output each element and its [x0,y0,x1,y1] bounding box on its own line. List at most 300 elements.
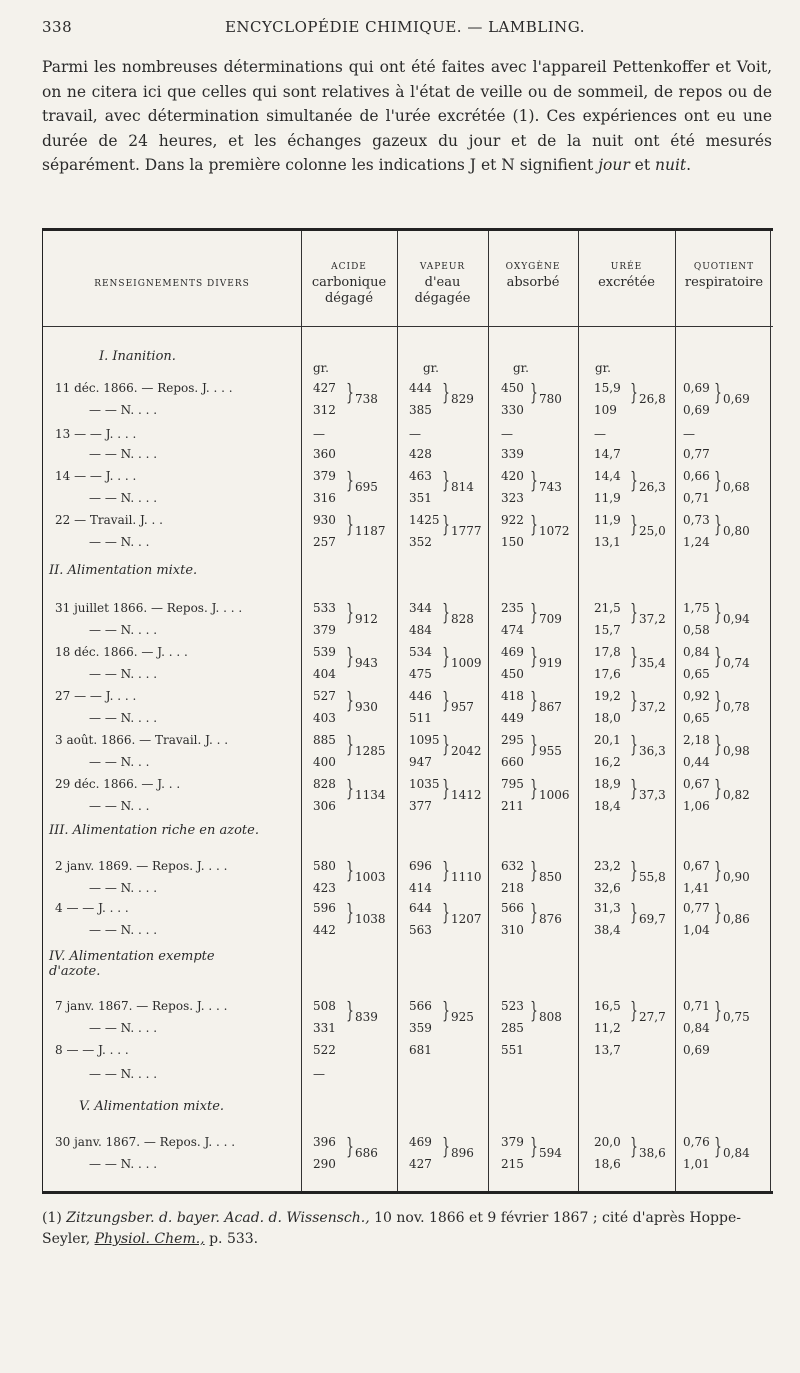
sum-o2: 709 [539,612,562,626]
sum-o2: 919 [539,656,562,670]
sum-uree: 55,8 [639,870,666,884]
cell-q: 0,71 [683,999,710,1013]
cell-co2: 290 [313,1157,336,1171]
cell-h2o: 947 [409,755,432,769]
cell-co2: 379 [313,623,336,637]
row-label: 11 déc. 1866. — Repos. J. . . . [55,381,233,395]
cell-h2o: 427 [409,1157,432,1171]
footnote-text: 10 nov. 1866 et 9 février 1867 ; cité d'après Hoppe-Seyler, [42,1210,741,1247]
brace-mark: } [442,689,450,714]
cell-h2o: 1095 [409,733,440,747]
sum-uree: 69,7 [639,912,666,926]
sum-uree: 37,3 [639,788,666,802]
cell-uree: 18,0 [594,711,621,725]
brace-mark: } [442,901,450,926]
cell-uree: 17,6 [594,667,621,681]
brace-mark: } [346,381,354,406]
cell-o2: 660 [501,755,524,769]
brace-mark: } [630,469,638,494]
cell-co2: 427 [313,381,336,395]
brace-mark: } [630,601,638,626]
unit-label: gr. [313,361,329,375]
page-number: 338 [42,18,73,36]
brace-mark: } [346,733,354,758]
cell-co2: 396 [313,1135,336,1149]
sum-co2: 1134 [355,788,386,802]
cell-o2: 323 [501,491,524,505]
cell-h2o: 385 [409,403,432,417]
cell-q: 1,01 [683,1157,710,1171]
row-label: — — N. . . . [89,447,158,461]
sum-q: 0,74 [723,656,750,670]
sum-q: 0,94 [723,612,750,626]
cell-q: 0,84 [683,645,710,659]
brace-mark: } [530,381,538,406]
cell-uree: 23,2 [594,859,621,873]
cell-uree: 11,9 [594,491,621,505]
brace-mark: } [714,645,722,670]
sum-h2o: 2042 [451,744,482,758]
brace-mark: } [530,513,538,538]
brace-mark: } [714,689,722,714]
brace-mark: } [346,777,354,802]
brace-mark: } [714,469,722,494]
sum-h2o: 1110 [451,870,482,884]
cell-co2: 257 [313,535,336,549]
sum-uree: 26,8 [639,392,666,406]
cell-uree: 18,4 [594,799,621,813]
cell-q: 1,75 [683,601,710,615]
cell-q: 2,18 [683,733,710,747]
cell-uree: 14,7 [594,447,621,461]
sum-co2: 1285 [355,744,386,758]
brace-mark: } [714,1135,722,1160]
row-label: 13 — — J. . . . [55,427,137,441]
unit-label: gr. [595,361,611,375]
brace-mark: } [530,601,538,626]
brace-mark: } [346,469,354,494]
brace-mark: } [442,733,450,758]
row-label: 27 — — J. . . . [55,689,137,703]
cell-o2: 310 [501,923,524,937]
cell-co2: 379 [313,469,336,483]
row-label: — — N. . . . [89,1021,158,1035]
sum-co2: 839 [355,1010,378,1024]
row-label: — — N. . . [89,799,150,813]
cell-co2: 306 [313,799,336,813]
cell-uree: 16,2 [594,755,621,769]
cell-o2: 330 [501,403,524,417]
header-vapeur: VAPEUR d'eau dégagée [414,262,471,306]
brace-mark: } [630,901,638,926]
sum-co2: 1038 [355,912,386,926]
brace-mark: } [442,513,450,538]
cell-h2o: 644 [409,901,432,915]
row-label: 3 août. 1866. — Travail. J. . . [55,733,229,747]
brace-mark: } [714,601,722,626]
brace-mark: } [346,1135,354,1160]
row-label: — — N. . . . [89,491,158,505]
footnote [42,1208,772,1250]
intro-end: . [686,156,692,174]
brace-mark: } [630,645,638,670]
intro-jour: jour [598,156,630,174]
cell-uree: — [594,427,606,441]
cell-q: 0,92 [683,689,710,703]
cell-uree: 15,9 [594,381,621,395]
sum-co2: 912 [355,612,378,626]
row-label: — — N. . . . [89,623,158,637]
cell-o2: 566 [501,901,524,915]
brace-mark: } [346,859,354,884]
sum-h2o: 1207 [451,912,482,926]
cell-h2o: 1035 [409,777,440,791]
cell-h2o: 469 [409,1135,432,1149]
cell-o2: 474 [501,623,524,637]
brace-mark: } [346,689,354,714]
col-divider [488,231,489,1191]
unit-label: gr. [513,361,529,375]
brace-mark: } [442,1135,450,1160]
row-label: — — N. . . . [89,711,158,725]
cell-q: 1,24 [683,535,710,549]
footnote-ref2: Physiol. Chem., [94,1231,205,1247]
cell-o2: 218 [501,881,524,895]
sum-q: 0,84 [723,1146,750,1160]
sum-h2o: 1009 [451,656,482,670]
brace-mark: } [442,777,450,802]
col-divider [301,231,302,1191]
cell-q: 1,06 [683,799,710,813]
col-divider [675,231,676,1191]
brace-mark: } [346,999,354,1024]
cell-uree: 38,4 [594,923,621,937]
cell-o2: 523 [501,999,524,1013]
cell-uree: 17,8 [594,645,621,659]
brace-mark: } [442,381,450,406]
brace-mark: } [530,859,538,884]
sum-h2o: 1412 [451,788,482,802]
cell-h2o: 463 [409,469,432,483]
row-label: 29 déc. 1866. — J. . . [55,777,181,791]
sum-co2: 738 [355,392,378,406]
cell-q: 1,41 [683,881,710,895]
sum-uree: 36,3 [639,744,666,758]
cell-co2: — [313,1067,325,1081]
brace-mark: } [530,901,538,926]
cell-o2: 922 [501,513,524,527]
cell-co2: 312 [313,403,336,417]
cell-co2: 527 [313,689,336,703]
cell-co2: 539 [313,645,336,659]
cell-co2: — [313,427,325,441]
section-title: III. Alimentation riche en azote. [49,823,259,838]
sum-o2: 876 [539,912,562,926]
footnote-page: p. 533. [204,1231,259,1247]
brace-mark: } [630,689,638,714]
sum-h2o: 896 [451,1146,474,1160]
cell-q: 0,71 [683,491,710,505]
header-renseignements: RENSEIGNEMENTS DIVERS [94,279,250,289]
row-label: 30 janv. 1867. — Repos. J. . . . [55,1135,236,1149]
unit-label: gr. [423,361,439,375]
cell-h2o: 681 [409,1043,432,1057]
sum-q: 0,69 [723,392,750,406]
cell-co2: 360 [313,447,336,461]
cell-h2o: 344 [409,601,432,615]
footnote-ref: Zitzungsber. d. bayer. Acad. d. Wissensch., [66,1210,370,1226]
row-label: — — N. . . . [89,923,158,937]
cell-o2: 450 [501,381,524,395]
cell-o2: 285 [501,1021,524,1035]
cell-q: 0,69 [683,381,710,395]
brace-mark: } [442,999,450,1024]
cell-uree: 11,9 [594,513,621,527]
cell-q: 0,67 [683,777,710,791]
cell-q: 0,65 [683,711,710,725]
sum-o2: 743 [539,480,562,494]
sum-co2: 686 [355,1146,378,1160]
brace-mark: } [714,859,722,884]
cell-q: 0,65 [683,667,710,681]
sum-uree: 38,6 [639,1146,666,1160]
cell-h2o: 484 [409,623,432,637]
brace-mark: } [530,469,538,494]
cell-h2o: 351 [409,491,432,505]
row-label: 18 déc. 1866. — J. . . . [55,645,188,659]
header-quotient: QUOTIENT respiratoire [684,262,764,290]
sum-uree: 26,3 [639,480,666,494]
cell-uree: 31,3 [594,901,621,915]
cell-co2: 403 [313,711,336,725]
sum-o2: 867 [539,700,562,714]
row-label: — — N. . . . [89,1067,158,1081]
sum-co2: 695 [355,480,378,494]
cell-uree: 18,6 [594,1157,621,1171]
cell-q: 0,76 [683,1135,710,1149]
cell-co2: 533 [313,601,336,615]
cell-h2o: 475 [409,667,432,681]
cell-h2o: 566 [409,999,432,1013]
row-label: 22 — Travail. J. . . [55,513,163,527]
brace-mark: } [530,777,538,802]
intro-nuit: nuit [655,156,687,174]
cell-q: 0,44 [683,755,710,769]
cell-h2o: 377 [409,799,432,813]
cell-uree: 32,6 [594,881,621,895]
brace-mark: } [530,733,538,758]
sum-q: 0,82 [723,788,750,802]
cell-co2: 423 [313,881,336,895]
brace-mark: } [714,733,722,758]
row-label: 31 juillet 1866. — Repos. J. . . . [55,601,243,615]
data-table [42,228,773,1194]
brace-mark: } [442,645,450,670]
cell-o2: 295 [501,733,524,747]
cell-o2: 632 [501,859,524,873]
cell-q: 0,69 [683,403,710,417]
sum-q: 0,68 [723,480,750,494]
cell-o2: 150 [501,535,524,549]
cell-h2o: 1425 [409,513,440,527]
cell-o2: 450 [501,667,524,681]
brace-mark: } [530,689,538,714]
cell-q: 0,73 [683,513,710,527]
row-label: — — N. . . . [89,881,158,895]
section-title: IV. Alimentation exempte d'azote. [49,949,215,979]
cell-q: 0,66 [683,469,710,483]
cell-h2o: 696 [409,859,432,873]
cell-h2o: 534 [409,645,432,659]
cell-uree: 109 [594,403,617,417]
brace-mark: } [530,645,538,670]
sum-co2: 943 [355,656,378,670]
cell-co2: 400 [313,755,336,769]
brace-mark: } [714,777,722,802]
header-divider [43,326,773,327]
brace-mark: } [714,513,722,538]
cell-co2: 828 [313,777,336,791]
brace-mark: } [530,999,538,1024]
sum-uree: 35,4 [639,656,666,670]
row-label: 8 — — J. . . . [55,1043,129,1057]
brace-mark: } [346,901,354,926]
brace-mark: } [630,513,638,538]
sum-o2: 594 [539,1146,562,1160]
cell-co2: 508 [313,999,336,1013]
brace-mark: } [346,601,354,626]
cell-o2: 420 [501,469,524,483]
intro-paragraph [42,55,772,178]
section-title: I. Inanition. [99,349,176,364]
row-label: — — N. . . . [89,1157,158,1171]
cell-o2: 211 [501,799,524,813]
section-title: II. Alimentation mixte. [49,563,198,578]
row-label: — — N. . . . [89,667,158,681]
brace-mark: } [714,381,722,406]
cell-uree: 21,5 [594,601,621,615]
cell-co2: 885 [313,733,336,747]
cell-co2: 596 [313,901,336,915]
cell-uree: 20,1 [594,733,621,747]
cell-h2o: 511 [409,711,432,725]
cell-co2: 442 [313,923,336,937]
cell-o2: 379 [501,1135,524,1149]
sum-q: 0,75 [723,1010,750,1024]
header-oxygene: OXYGÈNE absorbé [505,262,561,290]
cell-q: 0,58 [683,623,710,637]
cell-uree: 15,7 [594,623,621,637]
sum-q: 0,86 [723,912,750,926]
sum-o2: 808 [539,1010,562,1024]
cell-h2o: 446 [409,689,432,703]
section-title: V. Alimentation mixte. [79,1099,225,1114]
cell-uree: 19,2 [594,689,621,703]
sum-uree: 37,2 [639,700,666,714]
sum-uree: 37,2 [639,612,666,626]
cell-uree: 16,5 [594,999,621,1013]
cell-q: — [683,427,695,441]
cell-q: 0,77 [683,901,710,915]
brace-mark: } [630,1135,638,1160]
sum-o2: 955 [539,744,562,758]
sum-h2o: 828 [451,612,474,626]
cell-uree: 14,4 [594,469,621,483]
sum-o2: 850 [539,870,562,884]
brace-mark: } [630,381,638,406]
brace-mark: } [630,733,638,758]
sum-q: 0,80 [723,524,750,538]
sum-uree: 25,0 [639,524,666,538]
cell-co2: 580 [313,859,336,873]
cell-uree: 20,0 [594,1135,621,1149]
cell-co2: 522 [313,1043,336,1057]
sum-h2o: 925 [451,1010,474,1024]
col-divider [578,231,579,1191]
brace-mark: } [630,859,638,884]
cell-o2: 418 [501,689,524,703]
header-acide: ACIDE carbonique dégagé [311,262,387,306]
col-divider [770,231,771,1191]
sum-uree: 27,7 [639,1010,666,1024]
brace-mark: } [714,999,722,1024]
row-label: 7 janv. 1867. — Repos. J. . . . [55,999,228,1013]
row-label: — — N. . . [89,755,150,769]
cell-co2: 331 [313,1021,336,1035]
sum-o2: 1072 [539,524,570,538]
cell-uree: 18,9 [594,777,621,791]
sum-co2: 930 [355,700,378,714]
brace-mark: } [346,513,354,538]
cell-h2o: 563 [409,923,432,937]
cell-h2o: 359 [409,1021,432,1035]
brace-mark: } [346,645,354,670]
sum-co2: 1187 [355,524,386,538]
cell-q: 1,04 [683,923,710,937]
intro-et: et [629,156,655,174]
cell-o2: 339 [501,447,524,461]
brace-mark: } [442,601,450,626]
header-uree: URÉE excrétée [598,262,655,290]
cell-h2o: 414 [409,881,432,895]
cell-h2o: 352 [409,535,432,549]
footnote-mark: (1) [42,1210,67,1226]
cell-co2: 316 [313,491,336,505]
cell-o2: 469 [501,645,524,659]
sum-q: 0,90 [723,870,750,884]
cell-co2: 404 [313,667,336,681]
sum-h2o: 814 [451,480,474,494]
sum-h2o: 829 [451,392,474,406]
cell-o2: 551 [501,1043,524,1057]
cell-uree: 11,2 [594,1021,621,1035]
cell-h2o: 444 [409,381,432,395]
sum-o2: 780 [539,392,562,406]
cell-co2: 930 [313,513,336,527]
cell-uree: 13,1 [594,535,621,549]
row-label: 4 — — J. . . . [55,901,129,915]
cell-o2: — [501,427,513,441]
cell-o2: 795 [501,777,524,791]
row-label: — — N. . . . [89,403,158,417]
col-divider [397,231,398,1191]
sum-h2o: 1777 [451,524,482,538]
cell-o2: 449 [501,711,524,725]
brace-mark: } [442,859,450,884]
row-label: — — N. . . [89,535,150,549]
brace-mark: } [442,469,450,494]
brace-mark: } [630,777,638,802]
